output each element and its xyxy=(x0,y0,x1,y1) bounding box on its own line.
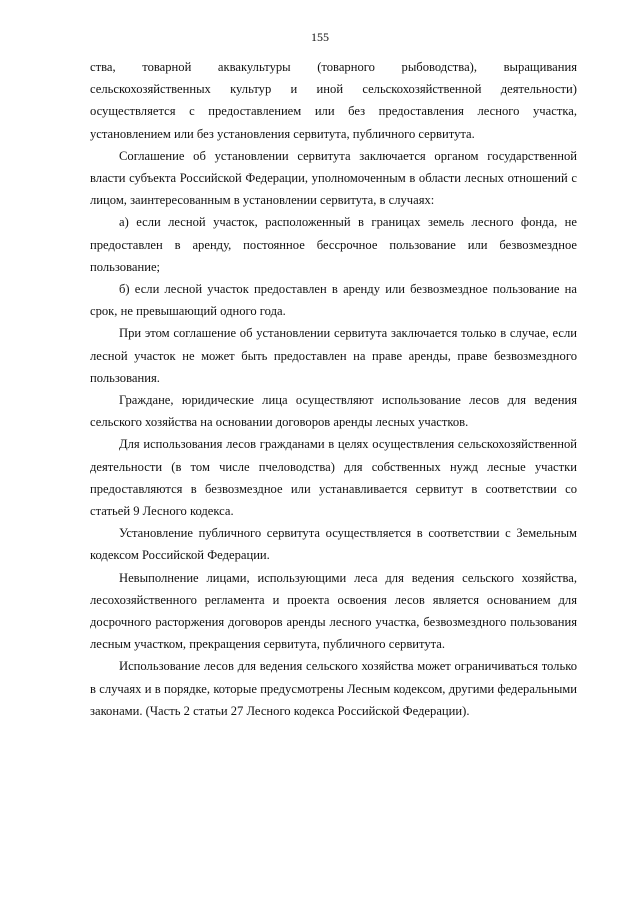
paragraph: Соглашение об установлении сервитута заключается органом государственной власти субъекта Российской Федерации, уполномоченным в области лесных отношений с лицом, заинтересованным в установлении сервитута, в случаях: xyxy=(90,148,577,208)
paragraph: Граждане, юридические лица осуществляют использование лесов для ведения сельского хозяйства на основании договоров аренды лесных участков. xyxy=(90,393,577,430)
paragraph: Невыполнение лицами, использующими леса для ведения сельского хозяйства, лесохозяйственного регламента и проекта освоения лесов является основанием для досрочного расторжения договоров аренды лесного участка, безвозмездного пользования лесным участком, прекращения сервитута, публичного сервитута. xyxy=(90,570,577,652)
paragraph: При этом соглашение об установлении сервитута заключается только в случае, если лесной участок не может быть предоставлен на праве аренды, праве безвозмездного пользования. xyxy=(90,326,577,385)
paragraph: Использование лесов для ведения сельского хозяйства может ограничиваться только в случаях и в порядке, которые предусмотрены Лесным кодексом, другими федеральными законами. (Часть 2 статьи 27 Лесного кодекса Российской Федерации). xyxy=(90,659,577,718)
document-body xyxy=(90,56,577,722)
list-item-b: б) если лесной участок предоставлен в аренду или безвозмездное пользование на срок, не превышающий одного года. xyxy=(90,282,577,319)
page-number: 155 xyxy=(311,30,329,44)
paragraph-continuation: ства, товарной аквакультуры (товарного рыбоводства), выращивания сельскохозяйственных культур и иной сельскохозяйственной деятельности) осуществляется с предоставлением или без предоставления лесного участка, установлением или без установления сервитута, публичного сервитута. xyxy=(90,60,577,141)
paragraph: Установление публичного сервитута осуществляется в соответствии с Земельным кодексом Российской Федерации. xyxy=(90,526,577,563)
list-item-a: а) если лесной участок, расположенный в границах земель лесного фонда, не предоставлен в аренду, постоянное бессрочное пользование или безвозмездное пользование; xyxy=(90,215,577,274)
paragraph: Для использования лесов гражданами в целях осуществления сельскохозяйственной деятельности (в том числе пчеловодства) для собственных нужд лесные участки предоставляются в безвозмездное или устанавливается сервитут в соответствии со статьей 9 Лесного кодекса. xyxy=(90,437,577,519)
